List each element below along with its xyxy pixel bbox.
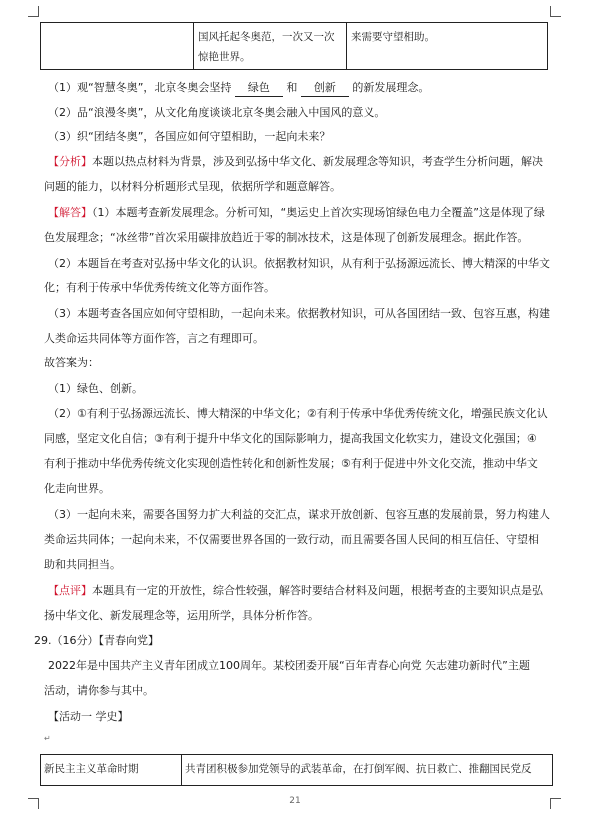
question-1: （1）观“智慧冬奥”，北京冬奥会坚持 绿色 和 创新 的新发展理念。 xyxy=(48,80,558,97)
question-29-header: 29.（16分）【青春向党】 xyxy=(34,634,159,647)
question-29-intro: 活动，请你参与其中。 xyxy=(44,684,154,697)
crop-mark-top-right xyxy=(550,6,561,17)
explain-line: 【解答】（1）本题考查新发展理念。分析可知，“奥运史上首次实现场馆绿色电力全覆盖”这是体现了绿 xyxy=(48,206,545,219)
table-text: 国风托起冬奥范，一次又一次 xyxy=(198,31,335,43)
question-2: （2）品“浪漫冬奥”，从文化角度谈谈北京冬奥会融入中国风的意义。 xyxy=(48,106,386,119)
comment-tag: 【点评】 xyxy=(48,584,92,597)
table-text: 来需要守望相助。 xyxy=(351,31,435,43)
question-29-intro: 2022年是中国共产主义青年团成立100周年。某校团委开展“百年青春心向党 矢志建功新时代”主题 xyxy=(48,659,530,672)
answer-line: 同感，坚定文化自信；③有利于提升中华文化的国际影响力，提高我国文化软实力，建设文化强国；④ xyxy=(44,432,537,445)
explain-line: 化；有利于传承中华优秀传统文化等方面作答。 xyxy=(44,281,275,294)
answer-blank-2: 创新 xyxy=(301,80,349,97)
analysis-tag: 【分析】 xyxy=(48,155,92,168)
activity-heading: 【活动一 学史】 xyxy=(48,710,129,723)
explain-line: （3）本题考查各国应如何守望相助，一起向未来。依据教材知识，可从各国团结一致、包容互惠，构建 xyxy=(48,307,550,320)
answer-line: 类命运共同体；一起向未来，不仅需要世界各国的一致行动，而且需要各国人民间的相互信任、守望相 xyxy=(44,533,539,546)
analysis-line: 【分析】本题以热点材料为背景，涉及到弘扬中华文化、新发展理念等知识，考查学生分析问题，解决 xyxy=(48,155,543,168)
table-text: 惊艳世界。 xyxy=(198,51,251,63)
crop-mark-top-left xyxy=(28,6,39,17)
answer-line: 有利于推动中华优秀传统文化实现创造性转化和创新性发展；⑤有利于促进中外文化交流，推动中华文 xyxy=(44,457,538,470)
explain-line: 色发展理念；“冰丝带”首次采用碳排放趋近于零的制冰技术，这是体现了创新发展理念。据此作答。 xyxy=(44,231,529,244)
answer-label: 故答案为： xyxy=(44,356,99,369)
answer-blank-1: 绿色 xyxy=(235,80,283,97)
comment-line: 【点评】本题具有一定的开放性，综合性较强，解答时要结合材料及问题，根据考查的主要知识点是弘 xyxy=(48,584,543,597)
answer-line: 助和共同担当。 xyxy=(44,558,121,571)
table-cell-material-right xyxy=(347,23,548,70)
table-cell-material xyxy=(194,23,347,70)
explain-tag: 【解答】 xyxy=(48,206,92,219)
table-cell-description: 共青团积极参加党领导的武装革命，在打倒军阀、抗日救亡、推翻国民党反 xyxy=(182,755,553,786)
answer-line: （1）绿色、创新。 xyxy=(48,382,143,395)
question-3: （3）织“团结冬奥”，各国应如何守望相助，一起向未来？ xyxy=(48,130,331,143)
page-number: 21 xyxy=(289,796,301,806)
answer-line: 化走向世界。 xyxy=(44,482,110,495)
comment-line: 扬中华文化、新发展理念等，运用所学，具体分析作答。 xyxy=(44,609,319,622)
table-cell-empty xyxy=(41,23,194,70)
answer-line: （3）一起向未来，需要各国努力扩大利益的交汇点，谋求开放创新、包容互惠的发展前景，努力构建人 xyxy=(48,508,550,521)
answer-line: （2）①有利于弘扬源远流长、博大精深的中华文化；②有利于传承中华优秀传统文化，增强民族文化认 xyxy=(48,407,548,420)
explain-line: （2）本题旨在考查对弘扬中华文化的认识。依据教材知识，从有利于弘扬源远流长、博大精深的中华文 xyxy=(48,257,550,270)
table-cell-period: 新民主主义革命时期 xyxy=(41,755,182,786)
analysis-line: 问题的能力，以材料分析题形式呈现，依据所学和题意解答。 xyxy=(44,180,341,193)
paragraph-mark: ↵ xyxy=(44,734,51,743)
history-table xyxy=(40,754,553,786)
explain-line: 人类命运共同体等方面作答，言之有理即可。 xyxy=(44,332,264,345)
material-table xyxy=(40,22,548,70)
